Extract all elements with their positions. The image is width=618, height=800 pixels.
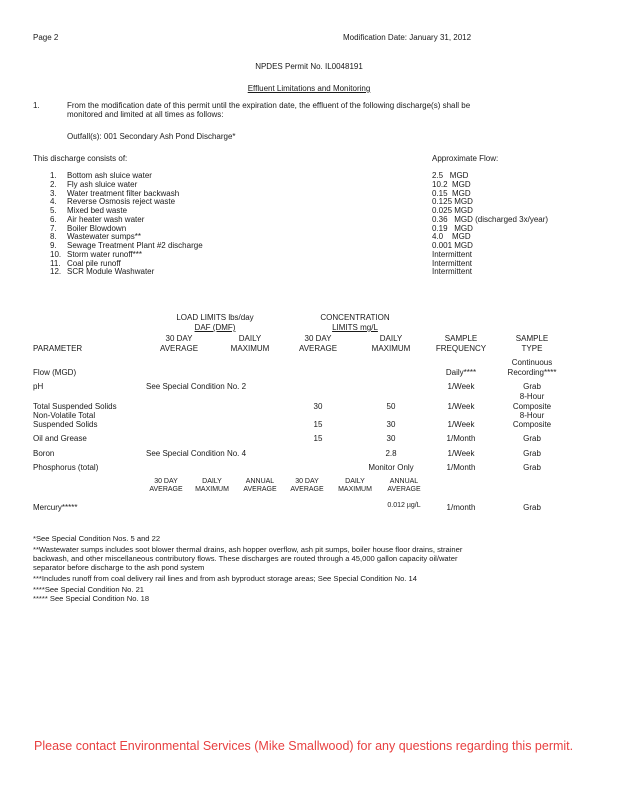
contact-notice: Please contact Environmental Services (Mike Smallwood) for any questions regarding this permit. bbox=[34, 739, 574, 753]
row-flow-param: Flow (MGD) bbox=[33, 368, 77, 377]
sub-conc-max-a: DAILY bbox=[345, 478, 365, 485]
col-conc-max-b: MAXIMUM bbox=[371, 344, 411, 353]
discharge-item-flow: 4.0 MGD bbox=[432, 232, 471, 242]
row-flow-type2: Recording**** bbox=[507, 368, 557, 377]
discharge-item-flow: 0.025 MGD bbox=[432, 206, 473, 215]
row-nvs-freq: 1/Week bbox=[447, 420, 475, 429]
daf-header: DAF (DMF) bbox=[194, 323, 236, 332]
row-ph-note: See Special Condition No. 2 bbox=[146, 382, 247, 391]
row-boron-param: Boron bbox=[33, 449, 55, 458]
discharge-item-flow: 0.36 MGD (discharged 3x/year) bbox=[432, 214, 549, 224]
concentration-header: CONCENTRATION bbox=[320, 313, 390, 322]
col-freq-b: FREQUENCY bbox=[435, 344, 487, 353]
sub-load-avg-a: 30 DAY bbox=[154, 478, 178, 485]
col-conc-avg-b: AVERAGE bbox=[298, 344, 338, 353]
discharge-item-number: 3. bbox=[50, 188, 57, 198]
row-mercury-type: Grab bbox=[523, 503, 541, 512]
row-boron-freq: 1/Week bbox=[447, 449, 475, 458]
col-type-a: SAMPLE bbox=[515, 334, 549, 343]
footnote-3: ***Includes runoff from coal delivery rail lines and from ash byproduct storage areas; See Special Condition No. 14 bbox=[33, 574, 417, 583]
discharge-item-name: Water treatment filter backwash bbox=[67, 188, 180, 198]
row-oil-type: Grab bbox=[523, 434, 541, 443]
discharge-lead: This discharge consists of: bbox=[33, 154, 128, 163]
row-nvs-param1: Non-Volatile Total bbox=[33, 411, 96, 420]
row-tss-type1: 8-Hour bbox=[519, 392, 545, 401]
sub-conc-annual-a: ANNUAL bbox=[389, 478, 419, 485]
discharge-item-name: Coal pile runoff bbox=[67, 258, 121, 268]
discharge-item-number: 6. bbox=[50, 214, 57, 224]
outfall-line: Outfall(s): 001 Secondary Ash Pond Discharge* bbox=[67, 132, 236, 141]
col-freq-a: SAMPLE bbox=[444, 334, 478, 343]
row-tss-max: 50 bbox=[386, 402, 396, 411]
discharge-item-number: 4. bbox=[50, 197, 57, 207]
row-nvs-type2: Composite bbox=[512, 420, 552, 429]
col-load-max-b: MAXIMUM bbox=[230, 344, 270, 353]
footnote-2-cont-1: backwash, and other miscellaneous contributory flows. These discharges are routed through a 45,000 gallon capacity oil/water bbox=[33, 554, 458, 563]
footnote-1: *See Special Condition Nos. 5 and 22 bbox=[33, 534, 161, 543]
discharge-item-flow: 2.5 MGD bbox=[432, 171, 469, 180]
row-tss-type2: Composite bbox=[512, 402, 552, 411]
discharge-item-name: Storm water runoff*** bbox=[67, 249, 142, 259]
row-nvs-type1: 8-Hour bbox=[519, 411, 545, 420]
discharge-item-name: Fly ash sluice water bbox=[67, 179, 138, 189]
sub-load-max-b: MAXIMUM bbox=[195, 486, 229, 493]
row-ph-freq: 1/Week bbox=[447, 382, 475, 391]
col-load-avg-b: AVERAGE bbox=[159, 344, 199, 353]
sub-load-annual-b: AVERAGE bbox=[243, 486, 277, 493]
discharge-item-name: SCR Module Washwater bbox=[67, 267, 155, 277]
row-nvs-avg: 15 bbox=[313, 420, 323, 429]
row-ph-param: pH bbox=[33, 382, 44, 391]
row-oil-avg: 15 bbox=[313, 434, 323, 443]
discharge-item-number: 2. bbox=[50, 179, 57, 189]
col-type-b: TYPE bbox=[521, 344, 543, 353]
col-parameter: PARAMETER bbox=[33, 344, 83, 353]
sub-conc-avg-b: AVERAGE bbox=[290, 486, 324, 493]
row-tss-param: Total Suspended Solids bbox=[33, 402, 117, 411]
row-tss-freq: 1/Week bbox=[447, 402, 475, 411]
footnote-2: **Wastewater sumps includes soot blower thermal drains, ash hopper overflow, ash pit sumps, boiler house floor drains, strainer bbox=[33, 545, 463, 554]
intro-line-2: monitored and limited at all times as follows: bbox=[67, 110, 224, 119]
discharge-item-number: 5. bbox=[50, 206, 57, 215]
row-oil-param: Oil and Grease bbox=[33, 434, 87, 443]
discharge-item-flow: 0.15 MGD bbox=[432, 188, 471, 198]
page-number: Page 2 bbox=[33, 33, 59, 42]
row-nvs-param2: Suspended Solids bbox=[33, 420, 98, 429]
row-mercury-value: 0.012 µg/L bbox=[387, 502, 421, 509]
sub-conc-avg-a: 30 DAY bbox=[295, 478, 319, 485]
discharge-item-name: Mixed bed waste bbox=[67, 206, 128, 215]
permit-number: NPDES Permit No. IL0048191 bbox=[255, 62, 363, 71]
row-boron-note: See Special Condition No. 4 bbox=[146, 449, 247, 458]
limits-mgl-header: LIMITS mg/L bbox=[332, 323, 378, 332]
col-load-avg-a: 30 DAY bbox=[165, 334, 193, 343]
row-phos-freq: 1/Month bbox=[446, 463, 476, 472]
row-tss-avg: 30 bbox=[313, 402, 323, 411]
sub-load-avg-b: AVERAGE bbox=[149, 486, 183, 493]
discharge-item-flow: 0.19 MGD bbox=[432, 223, 473, 233]
row-boron-max: 2.8 bbox=[385, 449, 397, 458]
col-conc-avg-a: 30 DAY bbox=[304, 334, 332, 343]
row-flow-type1: Continuous bbox=[511, 358, 553, 367]
row-boron-type: Grab bbox=[523, 449, 541, 458]
sub-load-annual-a: ANNUAL bbox=[245, 478, 275, 485]
discharge-item-name: Bottom ash sluice water bbox=[67, 171, 152, 180]
discharge-item-number: 1. bbox=[50, 171, 57, 180]
row-phos-type: Grab bbox=[523, 463, 541, 472]
discharge-item-name: Sewage Treatment Plant #2 discharge bbox=[67, 241, 203, 250]
row-nvs-max: 30 bbox=[386, 420, 396, 429]
row-mercury-freq: 1/month bbox=[446, 503, 476, 512]
footnote-5: ***** See Special Condition No. 18 bbox=[33, 594, 150, 603]
discharge-item-flow: 0.001 MGD bbox=[432, 241, 473, 250]
discharge-item-flow: Intermittent bbox=[432, 267, 473, 277]
intro-line-1: From the modification date of this permit until the expiration date, the effluent of the following discharge(s) shall be bbox=[67, 101, 471, 110]
discharge-item-flow: Intermittent bbox=[432, 258, 473, 268]
discharge-item-number: 8. bbox=[50, 232, 57, 242]
sub-conc-annual-b: AVERAGE bbox=[387, 486, 421, 493]
sub-load-max-a: DAILY bbox=[202, 478, 222, 485]
discharge-item-name: Air heater wash water bbox=[67, 214, 145, 224]
flow-header: Approximate Flow: bbox=[432, 154, 499, 163]
discharge-item-number: 7. bbox=[50, 223, 57, 233]
section-title: Effluent Limitations and Monitoring bbox=[247, 84, 371, 93]
row-phos-param: Phosphorus (total) bbox=[33, 463, 99, 472]
modification-date: Modification Date: January 31, 2012 bbox=[343, 33, 472, 42]
discharge-item-number: 11. bbox=[50, 258, 61, 268]
discharge-item-flow: 10.2 MGD bbox=[432, 179, 471, 189]
discharge-item-flow: Intermittent bbox=[432, 249, 473, 259]
load-limits-header: LOAD LIMITS lbs/day bbox=[176, 313, 254, 322]
discharge-item-name: Boiler Blowdown bbox=[67, 223, 127, 233]
footnote-2-cont-2: separator before discharge to the ash pond system bbox=[33, 563, 205, 572]
row-mercury-param: Mercury***** bbox=[33, 503, 78, 512]
discharge-item-number: 9. bbox=[50, 241, 57, 250]
sub-conc-max-b: MAXIMUM bbox=[338, 486, 372, 493]
discharge-item-name: Reverse Osmosis reject waste bbox=[67, 197, 176, 207]
discharge-item-name: Wastewater sumps** bbox=[67, 232, 141, 242]
row-oil-freq: 1/Month bbox=[446, 434, 476, 443]
footnote-4: ****See Special Condition No. 21 bbox=[33, 585, 145, 594]
discharge-item-number: 12. bbox=[50, 267, 62, 277]
discharge-item-number: 10. bbox=[50, 249, 62, 259]
col-load-max-a: DAILY bbox=[238, 334, 262, 343]
row-phos-note: Monitor Only bbox=[368, 463, 414, 472]
col-conc-max-a: DAILY bbox=[379, 334, 403, 343]
discharge-item-flow: 0.125 MGD bbox=[432, 197, 473, 207]
row-ph-type: Grab bbox=[523, 382, 541, 391]
row-flow-freq: Daily**** bbox=[445, 368, 477, 377]
row-oil-max: 30 bbox=[386, 434, 396, 443]
intro-number: 1. bbox=[33, 101, 40, 110]
